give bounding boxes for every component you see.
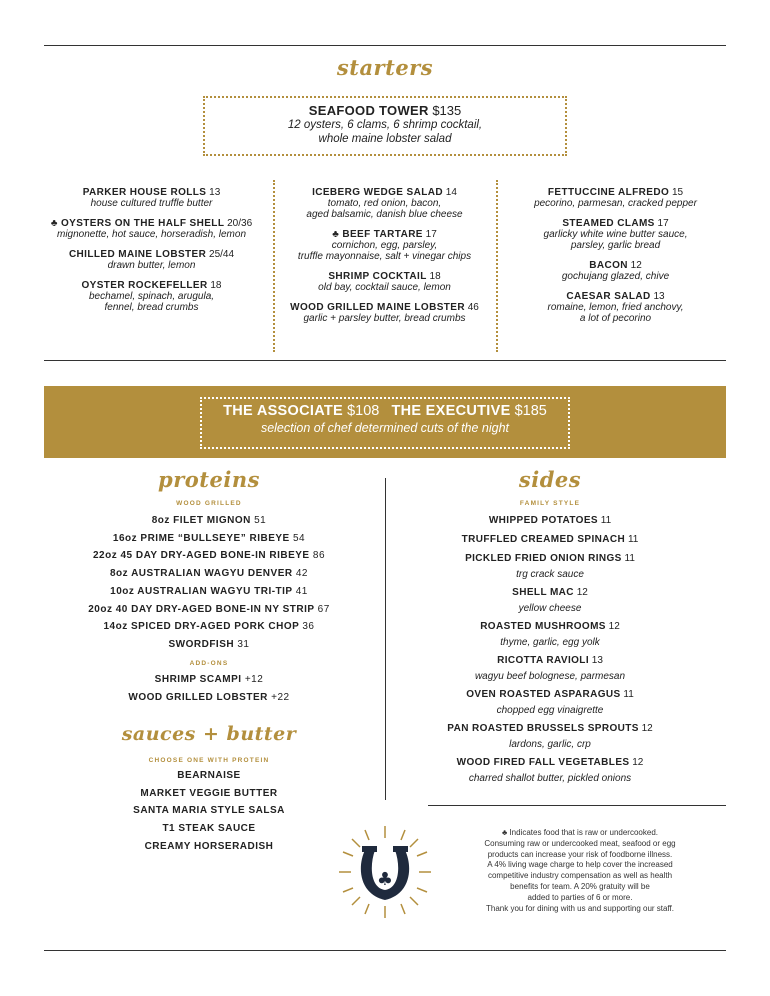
sides-heading: sides xyxy=(518,467,582,492)
side-item-price: 13 xyxy=(591,655,603,666)
side-item-price: 11 xyxy=(627,534,639,545)
protein-item-price: 51 xyxy=(254,515,267,526)
sides-list xyxy=(400,512,700,788)
side-item-desc: wagyu beef bolognese, parmesan xyxy=(474,671,626,682)
starter-item xyxy=(44,218,259,240)
side-item-title xyxy=(400,754,700,771)
footnote-line: added to parties of 6 or more. xyxy=(527,892,633,902)
starter-item-price: 13 xyxy=(209,187,221,198)
starters-column-3 xyxy=(505,187,726,333)
side-item-name: RICOTTA RAVIOLI xyxy=(497,655,589,666)
starter-item-title xyxy=(44,280,259,291)
side-item-price: 12 xyxy=(641,723,653,734)
starters-column-1 xyxy=(44,187,259,322)
side-item xyxy=(400,720,700,752)
sauce-item: MARKET VEGGIE BUTTER xyxy=(140,787,278,799)
side-item-price: 12 xyxy=(632,757,644,768)
starter-item xyxy=(505,260,726,282)
starter-item-title xyxy=(282,229,487,240)
addon-item-name: SHRIMP SCAMPI xyxy=(154,674,242,685)
sauce-item: SANTA MARIA STYLE SALSA xyxy=(133,805,285,817)
side-item-name: TRUFFLED CREAMED SPINACH xyxy=(461,534,626,545)
side-item-desc: lardons, garlic, crp xyxy=(509,739,591,750)
side-item-price: 12 xyxy=(576,587,588,598)
starters-heading: starters xyxy=(336,55,434,80)
starter-item-title xyxy=(44,218,259,229)
starter-item-name: SHRIMP COCKTAIL xyxy=(328,271,427,282)
side-item-name: OVEN ROASTED ASPARAGUS xyxy=(466,689,621,700)
side-item-price: 11 xyxy=(624,553,635,564)
side-item-desc: yellow cheese xyxy=(518,603,582,614)
starter-item-price: 12 xyxy=(630,260,642,271)
starter-item-desc: parsley, garlic bread xyxy=(570,240,661,251)
addon-item-price: +12 xyxy=(244,674,264,685)
protein-item xyxy=(44,618,374,636)
sauce-item: T1 STEAK SAUCE xyxy=(162,823,256,835)
addon-item-name: WOOD GRILLED LOBSTER xyxy=(128,691,268,703)
addon-item xyxy=(44,671,374,689)
protein-item-name: 20oz 40 DAY DRY-AGED BONE-IN NY STRIP xyxy=(88,603,315,615)
protein-item xyxy=(44,547,374,565)
starter-item xyxy=(505,291,726,324)
starter-item-desc: bechamel, spinach, arugula, xyxy=(88,291,215,302)
starter-item-title xyxy=(282,302,487,313)
seafood-tower-price: $135 xyxy=(432,103,462,118)
seafood-tower-box xyxy=(203,96,567,156)
starter-item-desc: aged balsamic, danish blue cheese xyxy=(306,209,463,220)
proteins-sides-divider xyxy=(385,478,386,800)
side-item-title xyxy=(400,720,700,737)
protein-item xyxy=(44,530,374,548)
starter-item-desc: old bay, cocktail sauce, lemon xyxy=(318,282,451,293)
starter-item-desc: drawn butter, lemon xyxy=(107,260,196,271)
starter-item xyxy=(44,280,259,313)
proteins-subtitle: WOOD GRILLED xyxy=(176,500,242,507)
starter-item-price: 25/44 xyxy=(209,249,235,260)
sides-subtitle: FAMILY STYLE xyxy=(519,500,581,507)
protein-item-name: 22oz 45 DAY DRY-AGED BONE-IN RIBEYE xyxy=(92,550,310,562)
side-item-name: ROASTED MUSHROOMS xyxy=(480,621,606,632)
footnote-line: Consuming raw or undercooked meat, seafood or egg xyxy=(484,838,676,848)
footnote-line: A 4% living wage charge to help cover the increased xyxy=(487,860,673,870)
protein-item-name: 16oz PRIME “BULLSEYE” RIBEYE xyxy=(112,532,290,544)
starter-item xyxy=(44,187,259,209)
starter-item-name: ICEBERG WEDGE SALAD xyxy=(312,187,444,198)
seafood-tower-desc-1: 12 oysters, 6 clams, 6 shrimp cocktail, xyxy=(287,119,483,131)
horseshoe-club-logo-icon xyxy=(335,822,435,922)
starter-item-title xyxy=(505,291,726,302)
starters-column-2 xyxy=(282,187,487,333)
protein-item-name: 8oz FILET MIGNON xyxy=(151,515,251,526)
starter-item-title xyxy=(44,187,259,198)
starter-item-price: 17 xyxy=(425,229,437,240)
footnote-line: competitive industry compensation as well as health xyxy=(487,871,673,881)
protein-item-name: SWORDFISH xyxy=(168,638,235,650)
starter-item-name: CHILLED MAINE LOBSTER xyxy=(68,249,207,260)
starter-item xyxy=(505,218,726,251)
side-item-price: 12 xyxy=(608,621,620,632)
side-item-desc: trg crack sauce xyxy=(516,569,584,580)
protein-item xyxy=(44,636,374,654)
starter-item-desc: pecorino, parmesan, cracked pepper xyxy=(534,198,697,209)
protein-item xyxy=(44,601,374,619)
starter-item xyxy=(282,229,487,262)
starter-item-name: OYSTER ROCKEFELLER xyxy=(81,280,208,291)
starter-item-name: WOOD GRILLED MAINE LOBSTER xyxy=(290,302,465,313)
side-item xyxy=(400,754,700,786)
protein-item xyxy=(44,583,374,601)
starter-item-desc: tomato, red onion, bacon, xyxy=(327,198,442,209)
protein-item xyxy=(44,512,374,530)
banner-description: selection of chef determined cuts of the night xyxy=(260,421,510,435)
side-item-name: SHELL MAC xyxy=(512,587,574,598)
sauce-item: CREAMY HORSERADISH xyxy=(144,840,274,852)
addons-label: ADD-ONS xyxy=(189,660,229,667)
starter-item-price: 17 xyxy=(657,218,669,229)
protein-item-price: 31 xyxy=(237,638,250,650)
protein-item-price: 41 xyxy=(295,585,308,597)
starter-item-name: ♣ BEEF TARTARE xyxy=(332,229,423,240)
starter-item-desc: mignonette, hot sauce, horseradish, lemon xyxy=(57,229,246,240)
side-item-title xyxy=(400,618,700,635)
starter-item-desc: garlic + parsley butter, bread crumbs xyxy=(303,313,466,324)
starter-item-title xyxy=(505,260,726,271)
side-item-title xyxy=(400,550,700,567)
side-item xyxy=(400,618,700,650)
footnote xyxy=(440,828,720,914)
protein-item-price: 42 xyxy=(295,568,308,580)
side-item-title xyxy=(400,512,700,529)
bottom-divider xyxy=(44,950,726,951)
side-item xyxy=(400,512,700,529)
starter-item-desc: romaine, lemon, fried anchovy, xyxy=(547,302,684,313)
side-item-name: WHIPPED POTATOES xyxy=(488,515,599,526)
starter-item-name: BACON xyxy=(589,260,628,271)
sauces-list xyxy=(44,767,374,856)
prix-fixe-banner xyxy=(44,386,726,458)
starter-item-name: FETTUCCINE ALFREDO xyxy=(547,187,670,198)
side-item-desc: charred shallot butter, pickled onions xyxy=(468,773,632,784)
starter-item xyxy=(44,249,259,271)
starter-item xyxy=(282,302,487,324)
starter-item-desc: gochujang glazed, chive xyxy=(561,271,670,282)
starter-item-price: 20/36 xyxy=(227,218,253,229)
starter-item-name: STEAMED CLAMS xyxy=(562,218,655,229)
starter-item-title xyxy=(282,271,487,282)
side-item-title xyxy=(400,584,700,601)
side-item-title xyxy=(400,531,700,548)
side-item-title xyxy=(400,652,700,669)
protein-item-price: 36 xyxy=(302,621,315,633)
side-item-price: 11 xyxy=(600,515,612,526)
starter-item-price: 18 xyxy=(429,271,441,282)
starter-item-title xyxy=(505,218,726,229)
side-item-desc: thyme, garlic, egg yolk xyxy=(500,637,600,648)
starter-item-name: ♣ OYSTERS ON THE HALF SHELL xyxy=(50,218,225,229)
protein-item xyxy=(44,565,374,583)
starter-item-price: 15 xyxy=(671,187,684,198)
side-item xyxy=(400,550,700,582)
protein-item-name: 14oz SPICED DRY-AGED PORK CHOP xyxy=(103,621,300,633)
column-divider-2 xyxy=(496,180,498,352)
protein-item-price: 86 xyxy=(312,550,326,562)
seafood-tower-name: SEAFOOD TOWER xyxy=(308,103,429,118)
executive-name: THE EXECUTIVE xyxy=(391,403,511,419)
side-item-name: PICKLED FRIED ONION RINGS xyxy=(465,553,622,564)
starter-item-desc: fennel, bread crumbs xyxy=(104,302,199,313)
column-divider-1 xyxy=(273,180,275,352)
starter-item-desc: garlicky white wine butter sauce, xyxy=(543,229,688,240)
addon-item xyxy=(44,689,374,707)
starter-item-title xyxy=(282,187,487,198)
starter-item xyxy=(282,187,487,220)
side-item xyxy=(400,531,700,548)
starter-item-desc: cornichon, egg, parsley, xyxy=(331,240,438,251)
protein-item-price: 54 xyxy=(292,532,306,544)
footnote-line: products can increase your risk of foodborne illness. xyxy=(487,849,673,859)
svg-text:♣: ♣ xyxy=(376,869,394,890)
starters-bottom-divider xyxy=(44,360,726,361)
associate-price: $108 xyxy=(347,403,380,419)
seafood-tower-desc-2: whole maine lobster salad xyxy=(318,133,452,145)
side-item xyxy=(400,584,700,616)
starter-item-price: 46 xyxy=(467,302,479,313)
proteins-list xyxy=(44,512,374,654)
sauces-heading: sauces + butter xyxy=(121,723,297,745)
footnote-line: benefits for team. A 20% gratuity will be xyxy=(510,881,650,891)
starter-item-price: 14 xyxy=(445,187,457,198)
starter-item-title xyxy=(44,249,259,260)
executive-price: $185 xyxy=(514,403,547,419)
protein-item-name: 8oz AUSTRALIAN WAGYU DENVER xyxy=(110,568,293,580)
side-item-name: WOOD FIRED FALL VEGETABLES xyxy=(456,757,630,768)
footnote-line: ♣ Indicates food that is raw or undercooked. xyxy=(501,828,658,837)
starter-item-desc: a lot of pecorino xyxy=(579,313,652,324)
starter-item-title xyxy=(505,187,726,198)
side-item-price: 11 xyxy=(623,689,634,700)
proteins-heading: proteins xyxy=(158,467,260,492)
associate-name: THE ASSOCIATE xyxy=(223,403,344,419)
protein-item-price: 67 xyxy=(317,603,330,615)
starter-item-desc: house cultured truffle butter xyxy=(90,198,213,209)
addons-list xyxy=(44,671,374,706)
side-item xyxy=(400,652,700,684)
sides-bottom-divider xyxy=(428,805,726,806)
side-item-title xyxy=(400,686,700,703)
banner-dotted-frame xyxy=(200,397,570,449)
sauces-subtitle: CHOOSE ONE WITH PROTEIN xyxy=(148,757,270,764)
protein-item-name: 10oz AUSTRALIAN WAGYU TRI-TIP xyxy=(110,585,293,597)
side-item-desc: chopped egg vinaigrette xyxy=(496,705,604,716)
side-item-name: PAN ROASTED BRUSSELS SPROUTS xyxy=(447,723,639,734)
starter-item-price: 18 xyxy=(210,280,222,291)
starter-item-name: CAESAR SALAD xyxy=(566,291,651,302)
starter-item-price: 13 xyxy=(653,291,665,302)
addon-item-price: +22 xyxy=(271,691,290,703)
starter-item-name: PARKER HOUSE ROLLS xyxy=(82,187,207,198)
top-divider xyxy=(44,45,726,46)
side-item xyxy=(400,686,700,718)
starter-item-desc: truffle mayonnaise, salt + vinegar chips xyxy=(297,251,472,262)
footnote-line: Thank you for dining with us and supporting our staff. xyxy=(486,903,674,913)
starter-item xyxy=(505,187,726,209)
sauce-item: BEARNAISE xyxy=(177,770,241,781)
starter-item xyxy=(282,271,487,293)
